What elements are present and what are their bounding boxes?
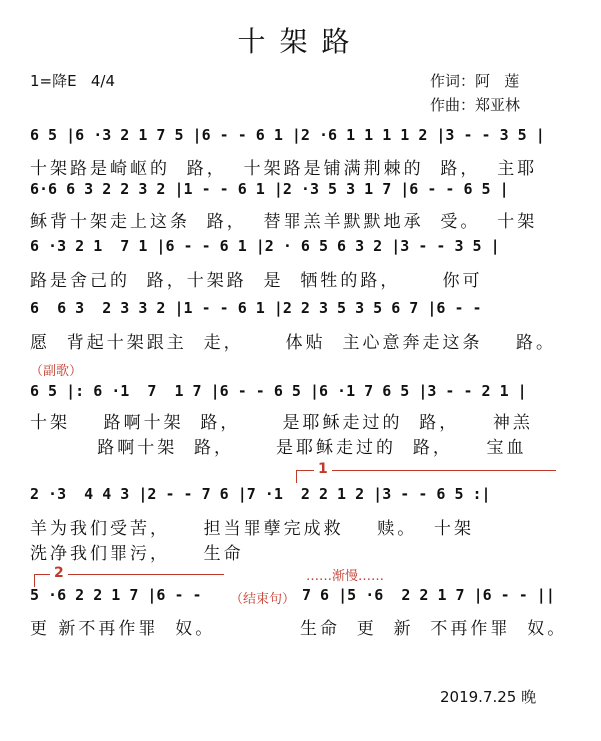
notation-row-2: 6·6 6 3 2 2 3 2 |1 - - 6 1 |2 ·3 5 3 1 7 |6 - - 6 5 |: [30, 180, 509, 198]
notation-row-6: 2 ·3 4 4 3 |2 - - 7 6 |7 ·1 2 2 1 2 |3 - - 6 5 :|: [30, 485, 491, 503]
volta-2-bracket: [34, 565, 224, 581]
lyrics-row-7-ending: 生命 更 新 不再作罪 奴。: [300, 619, 568, 639]
lyrics-row-4: 愿 背起十架跟主 走， 体贴 主心意奔走这条 路。: [30, 333, 557, 353]
chorus-label: （副歌）: [30, 364, 83, 379]
notation-row-3: 6 ·3 2 1 7 1 |6 - - 6 1 |2 · 6 5 6 3 2 |3 - - 3 5 |: [30, 237, 500, 255]
lyrics-row-6-verse-2: 洗净我们罪污， 生命: [30, 544, 244, 564]
volta-1-number: 1: [314, 461, 332, 477]
lyricist: 作词：阿 莲: [430, 72, 520, 90]
notation-row-1: 6 5 |6 ·3 2 1 7 5 |6 - - 6 1 |2 ·6 1 1 1 1 2 |3 - - 3 5 |: [30, 126, 545, 144]
notation-row-4: 6 6 3 2 3 3 2 |1 - - 6 1 |2 2 3 5 3 5 6 7 |6 - -: [30, 299, 482, 317]
lyrics-row-3: 路是舍己的 路，十架路 是 牺牲的路， 你可: [30, 271, 483, 291]
date: 2019.7.25 晚: [440, 688, 537, 706]
notation-row-7: 5 ·6 2 2 1 7 |6 - -: [30, 586, 211, 604]
lyrics-row-2: 稣背十架走上这条 路， 替罪羔羊默默地承 受。 十架: [30, 212, 538, 232]
composer: 作曲：郑亚林: [430, 96, 521, 114]
volta-1-bracket: [296, 461, 556, 477]
lyrics-row-7: 更 新不再作罪 奴。: [30, 619, 216, 639]
song-title: 十架路: [237, 25, 364, 58]
lyrics-row-5-verse-2: 路啊十架 路， 是耶稣走过的 路， 宝血: [30, 438, 527, 458]
lyrics-row-5-verse-1: 十架 路啊十架 路， 是耶稣走过的 路， 神羔: [30, 413, 533, 433]
lyrics-row-1: 十架路是崎岖的 路， 十架路是铺满荆棘的 路， 主耶: [30, 159, 538, 179]
key-signature: 1=降E 4/4: [30, 72, 116, 90]
notation-row-5: 6 5 |: 6 ·1 7 1 7 |6 - - 6 5 |6 ·1 7 6 5 |3 - - 2 1 |: [30, 382, 527, 400]
ending-label: （结束句）: [230, 592, 296, 607]
volta-2-number: 2: [50, 565, 68, 581]
lyrics-row-6-verse-1: 羊为我们受苦， 担当罪孽完成救 赎。 十架: [30, 519, 475, 539]
notation-row-7-ending: 7 6 |5 ·6 2 2 1 7 |6 - - ||: [302, 586, 555, 604]
tempo-marking: ……渐慢……: [306, 569, 385, 584]
